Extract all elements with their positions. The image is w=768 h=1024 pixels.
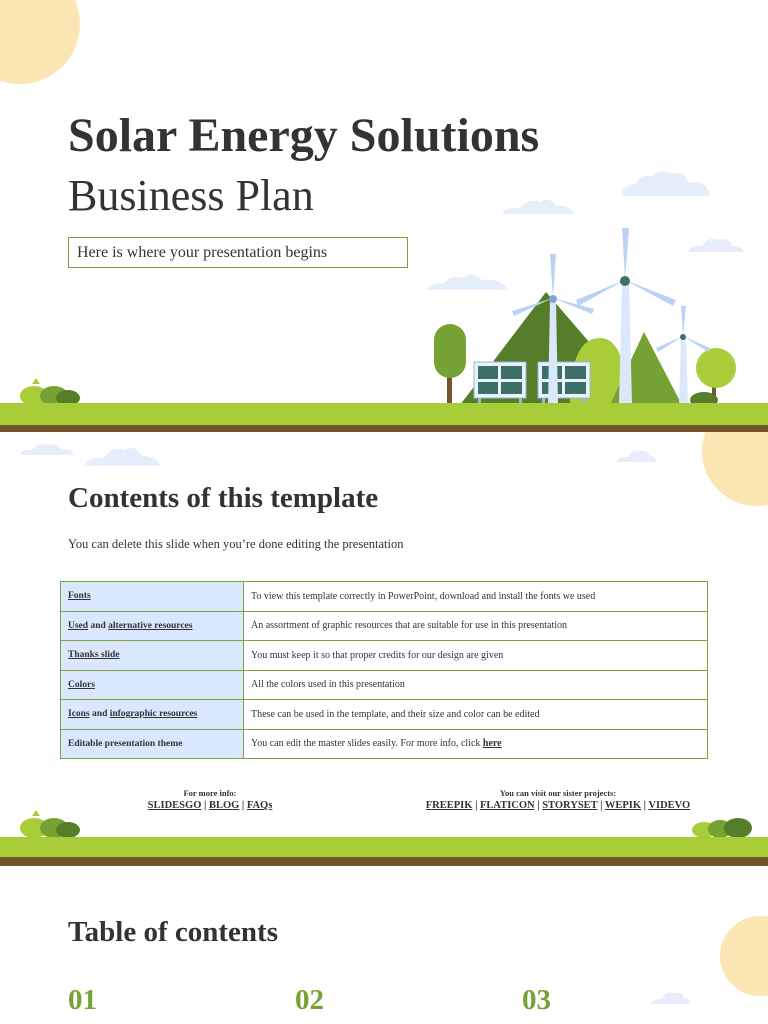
decorative-circle [702, 432, 768, 506]
resource-link[interactable]: Fonts [68, 591, 91, 602]
cloud-icon [648, 988, 692, 1006]
section-number: 02 [295, 984, 324, 1016]
table-row [61, 641, 708, 671]
resource-link[interactable]: Thanks slide [68, 650, 120, 661]
decorative-circle [720, 916, 768, 996]
link-separator: | [641, 800, 649, 811]
resource-link[interactable]: Icons [68, 709, 90, 720]
decorative-circle [0, 0, 80, 84]
resource-description: You can edit the master slides easily. For more info, click [251, 738, 483, 750]
section-heading: Contents of this template [68, 482, 379, 514]
resource-name-cell [61, 670, 244, 700]
bush-icon [12, 378, 82, 404]
grass-strip [0, 403, 768, 425]
resource-description-cell [244, 729, 708, 759]
resource-link[interactable]: infographic resources [109, 709, 198, 720]
resource-description: These can be used in the template, and their size and color can be edited [251, 708, 540, 720]
footer-link[interactable]: FREEPIK [425, 800, 473, 811]
resource-description-cell [244, 582, 708, 612]
footer-link[interactable]: STORYSET [542, 800, 598, 811]
more-info-label: For more info: [183, 788, 237, 798]
resource-name-cell [61, 729, 244, 759]
section-number: 03 [522, 984, 551, 1016]
table-row [61, 700, 708, 730]
sister-project-links [408, 800, 708, 811]
link-separator: | [597, 800, 605, 811]
footer-link[interactable]: BLOG [208, 800, 240, 811]
cloud-icon [18, 442, 76, 456]
cloud-icon [82, 444, 162, 468]
grass-strip [0, 837, 768, 857]
resource-name-text: Editable presentation theme [68, 738, 183, 749]
resource-description: You must keep it so that proper credits for our design are given [251, 649, 504, 661]
footer-link[interactable]: VIDEVO [648, 800, 691, 811]
bush-icon [12, 810, 82, 836]
footer-link[interactable]: FAQs [246, 800, 273, 811]
resources-table [60, 581, 708, 759]
table-of-contents-slide [0, 866, 768, 1024]
more-info-block [130, 788, 290, 798]
table-row [61, 611, 708, 641]
table-row [61, 582, 708, 612]
section-intro: You can delete this slide when you’re done editing the presentation [68, 537, 404, 551]
resource-name-text: and [88, 620, 109, 631]
resource-name-cell [61, 700, 244, 730]
cloud-icon [614, 446, 658, 464]
resource-description: All the colors used in this presentation [251, 679, 405, 691]
title-slide [0, 0, 768, 432]
footer-link[interactable]: SLIDESGO [147, 800, 202, 811]
resource-link[interactable]: Used [68, 620, 89, 631]
cloud-icon [500, 196, 576, 216]
resource-name-cell [61, 641, 244, 671]
resource-description-cell [244, 700, 708, 730]
presentation-title: Solar Energy Solutions [68, 109, 540, 162]
bush-icon [690, 814, 754, 836]
resource-description: To view this template correctly in PowerPoint, download and install the fonts we used [251, 590, 596, 602]
resource-name-cell [61, 582, 244, 612]
link-separator: | [534, 800, 543, 811]
resource-description-cell [244, 611, 708, 641]
resource-name-text: and [89, 709, 110, 720]
resource-link[interactable]: Colors [68, 679, 95, 690]
table-row [61, 729, 708, 759]
here-link[interactable]: here [482, 738, 502, 750]
soil-strip [0, 425, 768, 432]
wind-farm-illustration [420, 220, 760, 410]
contents-slide [0, 432, 768, 866]
sister-projects-label: You can visit our sister projects: [499, 788, 617, 798]
soil-strip [0, 857, 768, 866]
section-number: 01 [68, 984, 97, 1016]
resource-name-cell [61, 611, 244, 641]
footer-link[interactable]: FLATICON [480, 800, 535, 811]
tagline-box: Here is where your presentation begins [68, 237, 408, 268]
link-separator: | [201, 800, 209, 811]
link-separator: | [239, 800, 247, 811]
section-heading: Table of contents [68, 916, 278, 948]
sister-projects-block [458, 788, 658, 798]
cloud-icon [618, 168, 714, 198]
presentation-subtitle: Business Plan [68, 171, 314, 220]
resource-description: An assortment of graphic resources that are suitable for use in this presentation [251, 620, 568, 632]
link-separator: | [472, 800, 480, 811]
table-row [61, 670, 708, 700]
more-info-links [110, 800, 310, 811]
resource-description-cell [244, 641, 708, 671]
resource-link[interactable]: alternative resources [108, 620, 193, 631]
footer-link[interactable]: WEPIK [604, 800, 642, 811]
resource-description-cell [244, 670, 708, 700]
